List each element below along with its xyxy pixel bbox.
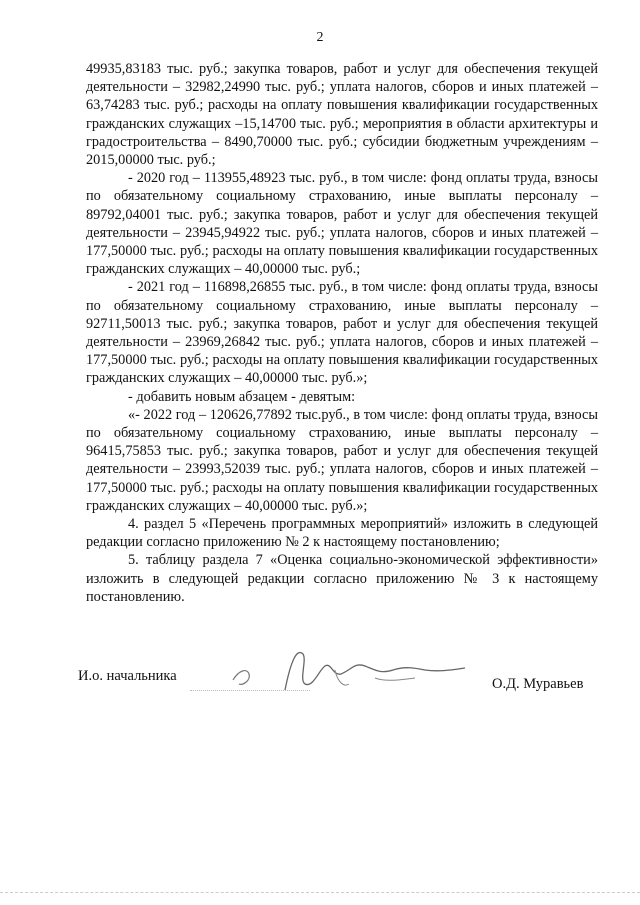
paragraph-2022: «- 2022 год – 120626,77892 тыс.руб., в том числе: фонд оплаты труда, взносы по обязательному социальному страхованию, иные выплаты персоналу – 96415,75853 тыс. руб.; закупка товаров, работ и услуг для обеспечения текущей деятельности – 23993,52039 тыс. руб.; уплата налогов, сборов и иных платежей – 177,50000 тыс. руб.; расходы на оплату повышения квалификации государственных гражданских служащих – 40,00000 тыс. руб.»; <box>86 406 598 514</box>
paragraph-item-4: 4. раздел 5 «Перечень программных мероприятий» изложить в следующей редакции согласно приложению № 2 к настоящему постановлению; <box>86 516 598 551</box>
signatory-title: И.о. начальника <box>78 668 177 684</box>
paragraph-add-ninth: - добавить новым абзацем - девятым: <box>128 388 356 405</box>
signatory-name: О.Д. Муравьев <box>492 676 584 692</box>
paragraph-2020: - 2020 год – 113955,48923 тыс. руб., в том числе: фонд оплаты труда, взносы по обязательному социальному страхованию, иные выплаты персоналу – 89792,04001 тыс. руб.; закупка товаров, работ и услуг для обеспечения текущей деятельности – 23945,94922 тыс. руб.; уплата налогов, сборов и иных платежей – 177,50000 тыс. руб.; расходы на оплату повышения квалификации государственных гражданских служащих – 40,00000 тыс. руб.; <box>86 170 598 278</box>
handwritten-signature <box>225 640 485 700</box>
scan-bottom-edge <box>0 892 640 894</box>
paragraph-2021: - 2021 год – 116898,26855 тыс. руб., в том числе: фонд оплаты труда, взносы по обязательному социальному страхованию, иные выплаты персоналу – 92711,50013 тыс. руб.; закупка товаров, работ и услуг для обеспечения текущей деятельности – 23969,26842 тыс. руб.; уплата налогов, сборов и иных платежей – 177,50000 тыс. руб.; расходы на оплату повышения квалификации государственных гражданских служащих – 40,00000 тыс. руб.»; <box>86 279 598 387</box>
document-body <box>86 60 598 606</box>
paragraph-continuation: 49935,83183 тыс. руб.; закупка товаров, работ и услуг для обеспечения текущей деятельности – 32982,24990 тыс. руб.; уплата налогов, сборов и иных платежей – 63,74283 тыс. руб.; расходы на оплату повышения квалификации государственных гражданских служащих –15,14700 тыс. руб.; мероприятия в области архитектуры и градостроительства – 8490,70000 тыс. руб.; субсидии бюджетным учреждениям – 2015,00000 тыс. руб.; <box>86 61 598 169</box>
paragraph-item-5: 5. таблицу раздела 7 «Оценка социально-экономической эффективности» изложить в следующей редакции согласно приложению № 3 к настоящему постановлению. <box>86 552 598 605</box>
page-number: 2 <box>316 30 324 45</box>
